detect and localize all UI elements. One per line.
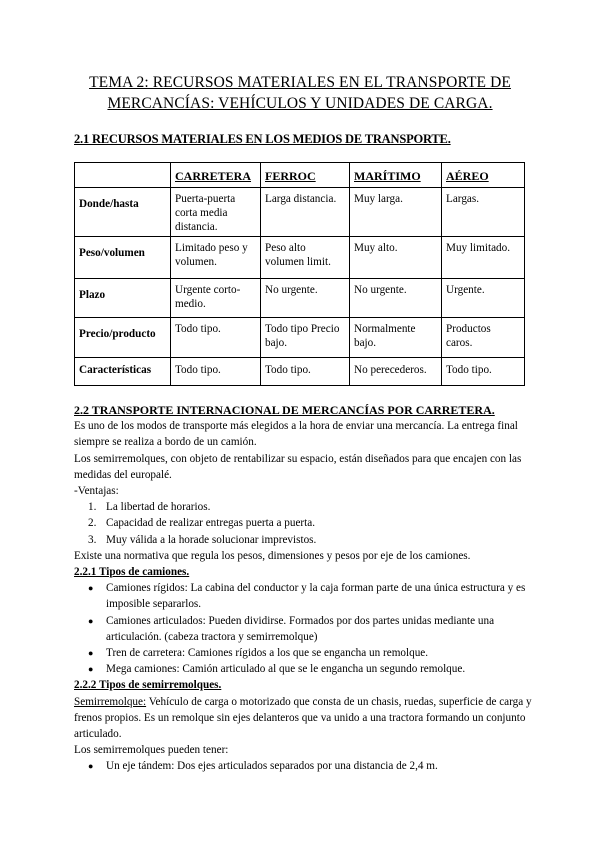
table-cell: Urgente. (442, 279, 525, 318)
paragraph: Existe una normativa que regula los pesos, dimensiones y pesos por eje de los camiones. (74, 549, 471, 562)
title-line-2: MERCANCÍAS: VEHÍCULOS Y UNIDADES DE CARGA. (107, 95, 493, 112)
ventajas-list (74, 499, 534, 548)
document-title (60, 72, 540, 114)
table-header-cell: AÉREO (442, 163, 525, 188)
subsection-heading-camiones: 2.2.1 Tipos de camiones. (74, 566, 190, 579)
table-header-row (75, 163, 525, 188)
transport-comparison-table (74, 162, 525, 386)
paragraph: Los semirremolques, con objeto de rentabilizar su espacio, están diseñados para que encajen con las medidas del europalé. (74, 452, 522, 481)
list-item (74, 499, 534, 515)
list-item (74, 613, 534, 645)
section-2-heading: 2.2 TRANSPORTE INTERNACIONAL DE MERCANCÍAS POR CARRETERA. (74, 403, 495, 417)
table-row (75, 318, 525, 358)
list-item-text: Muy válida a la horade solucionar imprevistos. (106, 533, 317, 546)
table-header-cell: CARRETERA (171, 163, 261, 188)
list-item-text: Tren de carretera: Camiones rígidos a los que se engancha un remolque. (106, 647, 429, 660)
table-cell: Muy alto. (350, 237, 442, 279)
table-cell: Largas. (442, 188, 525, 237)
table-cell: Larga distancia. (261, 188, 350, 237)
list-item (74, 645, 534, 661)
table-cell: Todo tipo Precio bajo. (261, 318, 350, 358)
table-cell: Todo tipo. (261, 358, 350, 386)
list-number: 2. (88, 517, 97, 530)
table-row-header: Plazo (75, 279, 171, 318)
list-item-text: Mega camiones: Camión articulado al que se le engancha un segundo remolque. (106, 663, 466, 676)
table-cell: Todo tipo. (171, 318, 261, 358)
table-row-header: Precio/producto (75, 318, 171, 358)
table-cell: Limitado peso y volumen. (171, 237, 261, 279)
table-cell: Puerta-puerta corta media distancia. (171, 188, 261, 237)
table-cell: Muy limitado. (442, 237, 525, 279)
subsection-heading-semirremolques: 2.2.2 Tipos de semirremolques. (74, 679, 222, 692)
table-header-cell: FERROC (261, 163, 350, 188)
ventajas-label: -Ventajas: (74, 485, 119, 498)
bullet-icon: ● (88, 615, 94, 626)
table-row-header: Donde/hasta (75, 188, 171, 237)
paragraph (74, 694, 534, 743)
bullet-icon: ● (88, 648, 94, 659)
list-item-text: Camiones rígidos: La cabina del conductor y la caja forman parte de una única estructura y es imposible separarlos. (106, 582, 526, 611)
list-item (74, 758, 534, 774)
paragraph: Es uno de los modos de transporte más elegidos a la hora de enviar una mercancía. La entrega final siempre se realiza a bordo de un camión. (74, 420, 518, 449)
semirremolques-list (74, 758, 534, 774)
definition-text: Vehículo de carga o motorizado que consta de un chasis, ruedas, superficie de carga y frenos propios. Es un remolque sin ejes delanteros que va unido a una tractora formando un conjunto articulado. (74, 695, 532, 741)
bullet-icon: ● (88, 583, 94, 594)
table-row-header: Características (75, 358, 171, 386)
table-cell: Todo tipo. (171, 358, 261, 386)
table-row (75, 279, 525, 318)
section-1-heading: 2.1 RECURSOS MATERIALES EN LOS MEDIOS DE TRANSPORTE. (74, 132, 451, 146)
table-cell: Normalmente bajo. (350, 318, 442, 358)
list-item-text: Capacidad de realizar entregas puerta a puerta. (106, 517, 316, 530)
bullet-icon: ● (88, 761, 94, 772)
list-number: 1. (88, 501, 97, 514)
list-item (74, 515, 534, 531)
paragraph: Los semirremolques pueden tener: (74, 744, 229, 757)
list-item (74, 661, 534, 677)
list-item-text: Camiones articulados: Pueden dividirse. Formados por dos partes unidas mediante una articulación. (cabeza tractora y semirremolque) (106, 614, 495, 643)
table-cell: No perecederos. (350, 358, 442, 386)
section-2 (74, 402, 534, 775)
title-line-1: TEMA 2: RECURSOS MATERIALES EN EL TRANSPORTE DE (89, 74, 511, 91)
table-row (75, 358, 525, 386)
table-cell: No urgente. (261, 279, 350, 318)
table-header-cell (75, 163, 171, 188)
table-cell: Peso alto volumen limit. (261, 237, 350, 279)
list-item (74, 580, 534, 612)
table-header-cell: MARÍTIMO (350, 163, 442, 188)
definition-term: Semirremolque: (74, 695, 147, 708)
table-row-header: Peso/volumen (75, 237, 171, 279)
list-number: 3. (88, 533, 97, 546)
camiones-list (74, 580, 534, 677)
table-cell: No urgente. (350, 279, 442, 318)
list-item-text: La libertad de horarios. (106, 501, 211, 514)
list-item (74, 532, 534, 548)
table-row (75, 237, 525, 279)
table-cell: Urgente corto-medio. (171, 279, 261, 318)
table-cell: Productos caros. (442, 318, 525, 358)
table-cell: Todo tipo. (442, 358, 525, 386)
table-row (75, 188, 525, 237)
table-cell: Muy larga. (350, 188, 442, 237)
list-item-text: Un eje tándem: Dos ejes articulados separados por una distancia de 2,4 m. (106, 760, 438, 773)
bullet-icon: ● (88, 664, 94, 675)
